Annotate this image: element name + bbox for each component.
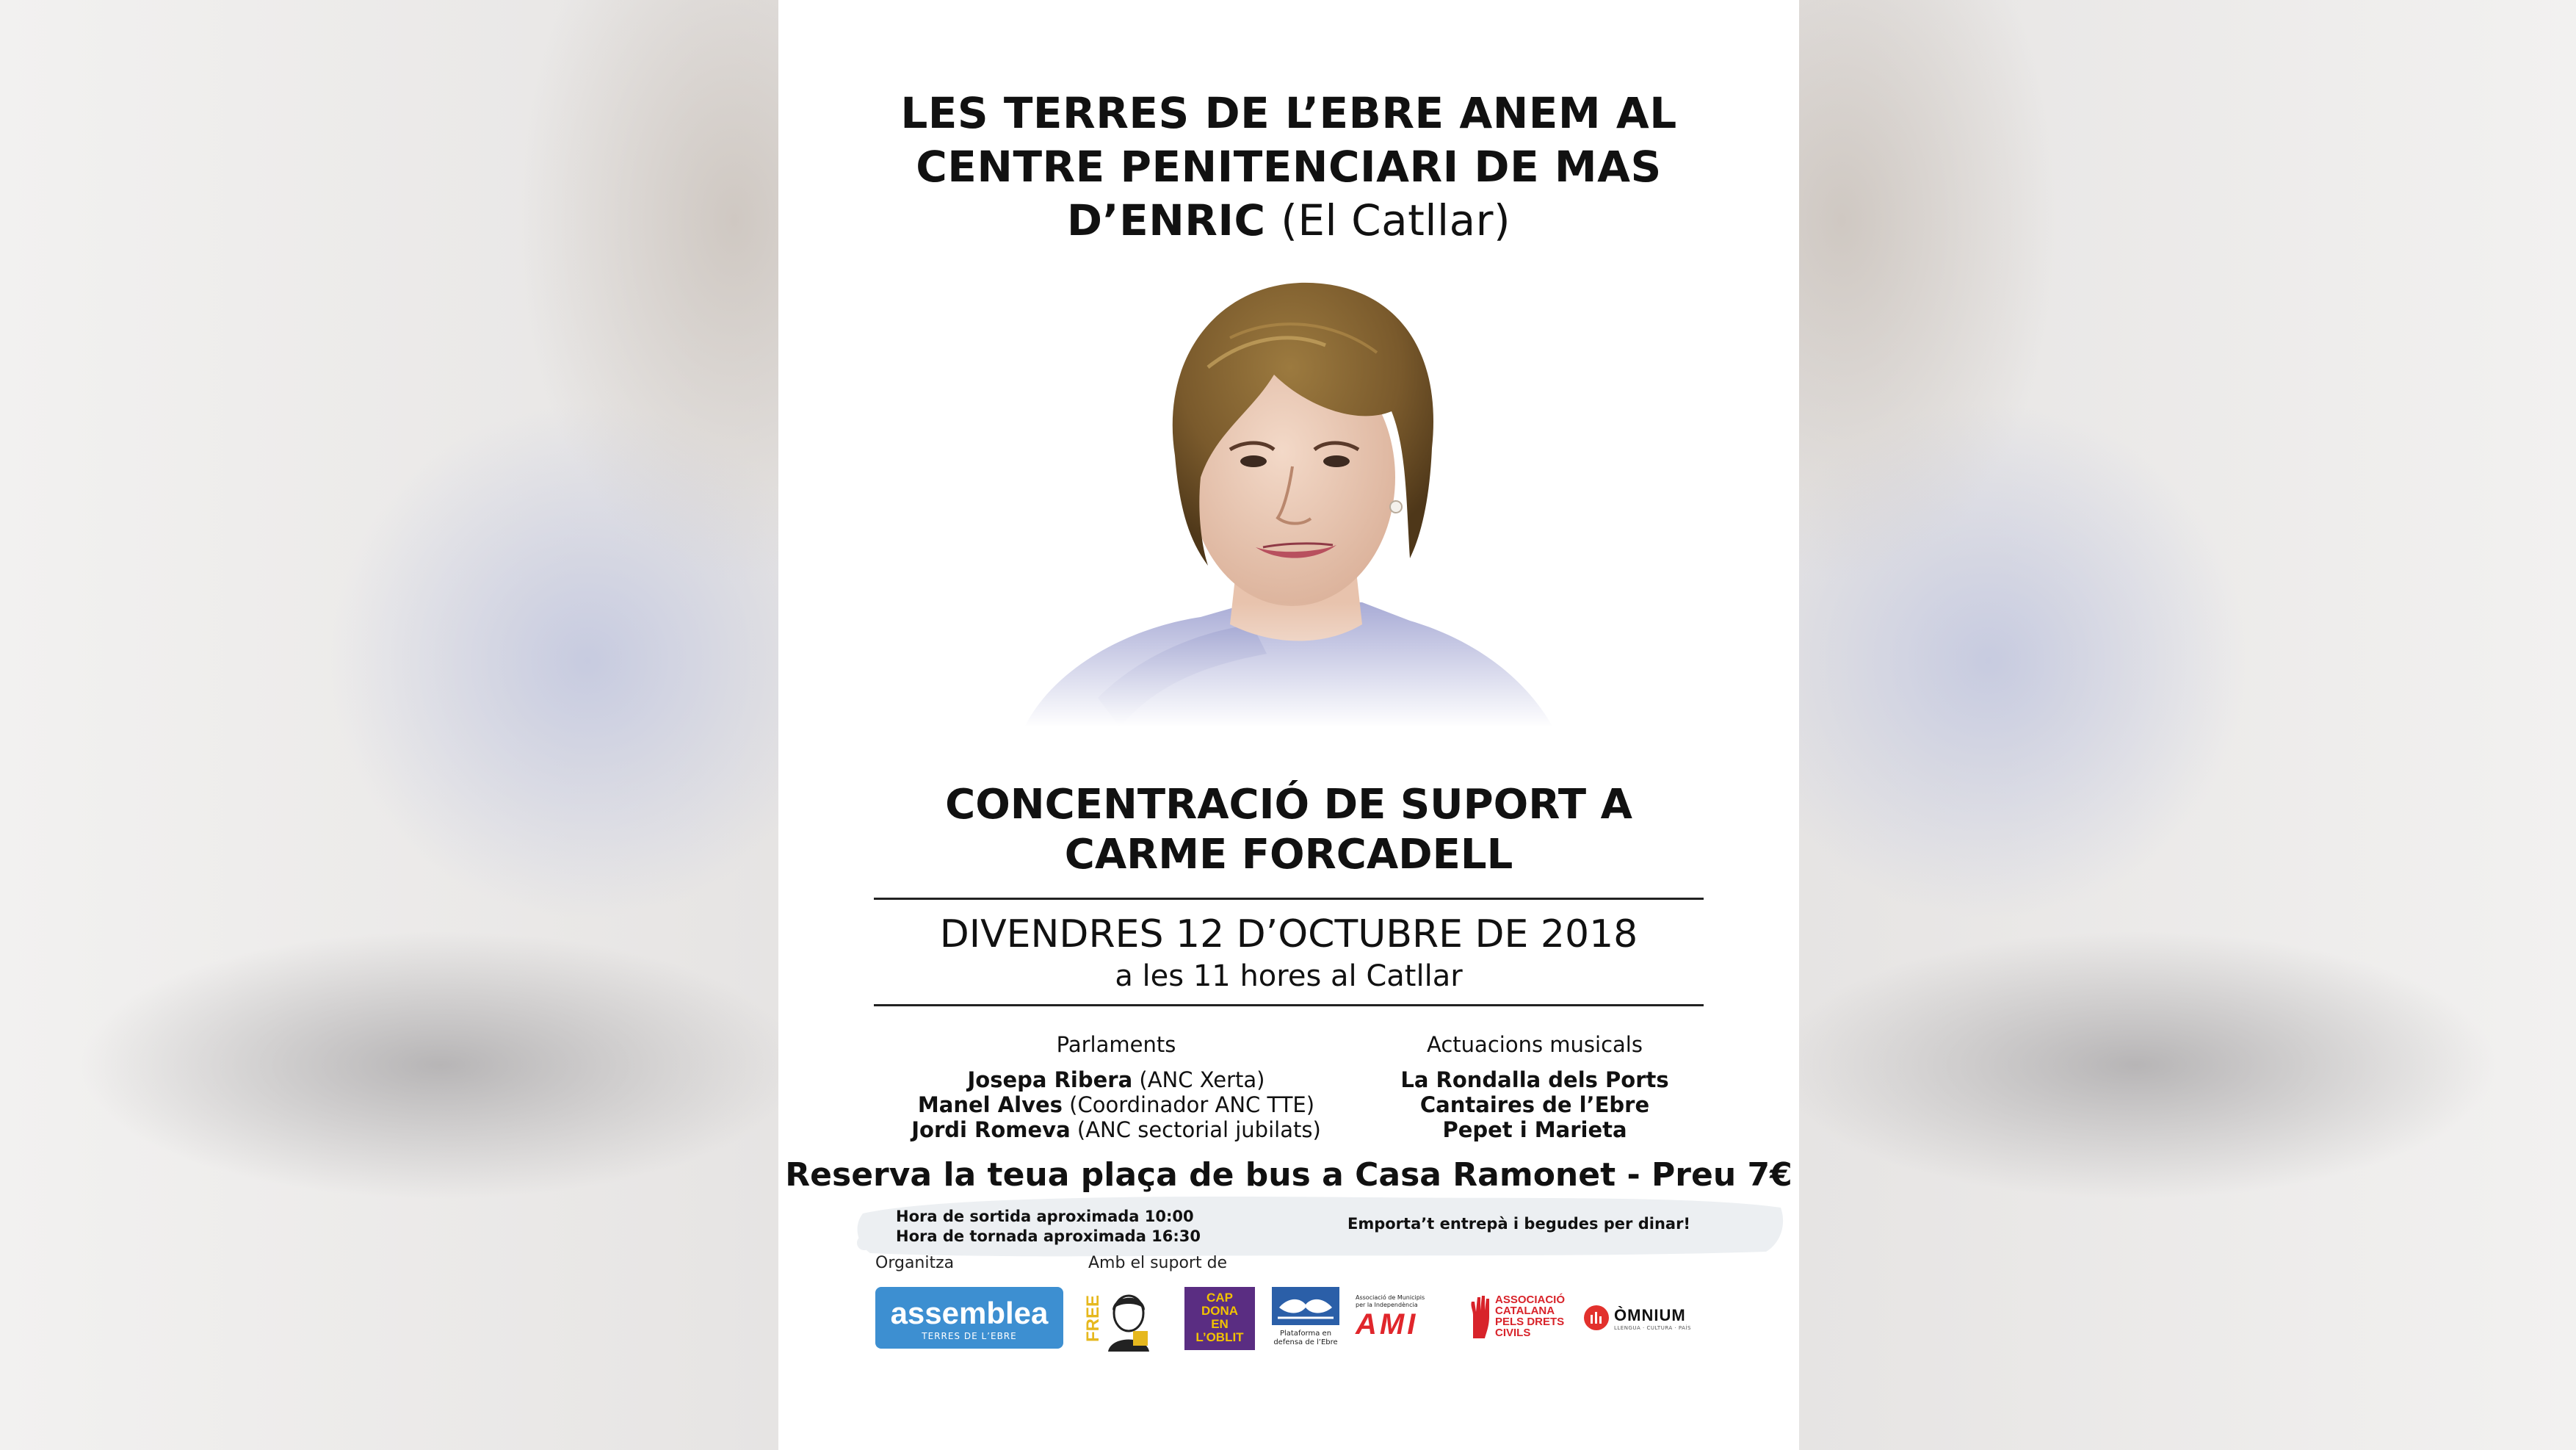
free-logo-text: FREE <box>1083 1295 1103 1343</box>
speaker-item <box>852 1092 1381 1117</box>
music-act-name: La Rondalla dels Ports <box>1400 1067 1669 1092</box>
title-line-1: LES TERRES DE L’EBRE ANEM AL <box>900 88 1677 138</box>
music-act-name: Pepet i Marieta <box>1442 1117 1627 1142</box>
speaker-name: Manel Alves <box>917 1092 1063 1117</box>
ami-logo <box>1356 1294 1444 1346</box>
cap-dona-word: L’OBLIT <box>1195 1330 1244 1344</box>
music-column <box>1336 1032 1733 1142</box>
speeches-column <box>852 1032 1381 1142</box>
acdc-logo-line: PELS DRETS <box>1495 1316 1565 1328</box>
ami-logo-caption: Associació de Municipis per la Independència <box>1356 1294 1425 1308</box>
raised-hand-icon <box>1469 1294 1494 1340</box>
background-left <box>0 0 778 1450</box>
event-time: a les 11 hores al Catllar <box>1115 959 1463 993</box>
free-portrait-icon <box>1104 1285 1154 1352</box>
speaker-item <box>852 1117 1381 1142</box>
acdc-logo-line: CIVILS <box>1495 1327 1531 1339</box>
music-item <box>1336 1092 1733 1117</box>
event-subtitle <box>778 780 1799 880</box>
acdc-logo-text <box>1495 1294 1565 1338</box>
acdc-logo-line: ASSOCIACIÓ <box>1495 1294 1566 1306</box>
assemblea-logo-text: assemblea <box>890 1296 1049 1330</box>
cap-dona-word: DONA <box>1201 1304 1239 1318</box>
event-date: DIVENDRES 12 D’OCTUBRE DE 2018 <box>939 912 1638 956</box>
poster <box>778 0 1799 1450</box>
speeches-heading: Parlaments <box>1056 1032 1176 1057</box>
speaker-role: (ANC sectorial jubilats) <box>1077 1117 1321 1142</box>
bus-schedule <box>896 1207 1201 1247</box>
handshake-icon <box>1270 1285 1341 1327</box>
cap-dona-word: CAP <box>1206 1291 1233 1305</box>
return-time: Hora de tornada aproximada 16:30 <box>896 1227 1201 1245</box>
cap-dona-en-loblit-logo <box>1184 1287 1255 1350</box>
subtitle-line-1: CONCENTRACIÓ DE SUPORT A <box>945 781 1632 829</box>
speaker-name: Jordi Romeva <box>911 1117 1071 1142</box>
music-item <box>1336 1117 1733 1142</box>
title-line-2: CENTRE PENITENCIARI DE MAS <box>916 142 1662 192</box>
ami-logo-text: AMI <box>1356 1308 1419 1341</box>
background-right <box>1798 0 2576 1450</box>
assemblea-logo-subtext: TERRES DE L’EBRE <box>922 1331 1017 1341</box>
plataforma-ebre-logo <box>1269 1285 1342 1352</box>
portrait-illustration <box>1010 257 1582 727</box>
music-act-name: Cantaires de l’Ebre <box>1419 1092 1650 1117</box>
plataforma-ebre-logo-text: Plataforma en defensa de l’Ebre <box>1273 1330 1338 1346</box>
speaker-item <box>852 1067 1381 1092</box>
subtitle-line-2: CARME FORCADELL <box>1064 831 1513 879</box>
speaker-role: (ANC Xerta) <box>1139 1067 1265 1092</box>
lunch-note: Emporta’t entrepà i begudes per dinar! <box>1347 1215 1691 1233</box>
omnium-logo-text: ÒMNIUM <box>1614 1306 1686 1324</box>
bus-reservation: Reserva la teua plaça de bus a Casa Ramonet - Preu 7€ <box>785 1156 1792 1194</box>
music-item <box>1336 1067 1733 1092</box>
organizer-label: Organitza <box>875 1254 955 1272</box>
support-label: Amb el suport de <box>1088 1254 1228 1272</box>
divider-bottom <box>874 1004 1704 1006</box>
music-heading: Actuacions musicals <box>1427 1032 1643 1057</box>
title-line-3-light: (El Catllar) <box>1281 195 1511 245</box>
title-line-3-bold: D’ENRIC <box>1066 195 1266 245</box>
speaker-role: (Coordinador ANC TTE) <box>1069 1092 1315 1117</box>
divider-top <box>874 898 1704 900</box>
assemblea-logo <box>875 1287 1063 1349</box>
speaker-name: Josepa Ribera <box>967 1067 1133 1092</box>
poster-title <box>778 87 1799 248</box>
omnium-bars-icon <box>1583 1305 1610 1331</box>
acdc-logo-line: CATALANA <box>1495 1305 1555 1317</box>
title-line-3 <box>778 194 1799 248</box>
omnium-logo <box>1583 1305 1708 1337</box>
acdc-logo <box>1469 1291 1564 1350</box>
cap-dona-word: EN <box>1211 1317 1229 1331</box>
omnium-logo-subtext: LLENGUA · CULTURA · PAÍS <box>1614 1325 1691 1331</box>
departure-time: Hora de sortida aproximada 10:00 <box>896 1208 1194 1225</box>
free-logo <box>1083 1285 1157 1352</box>
